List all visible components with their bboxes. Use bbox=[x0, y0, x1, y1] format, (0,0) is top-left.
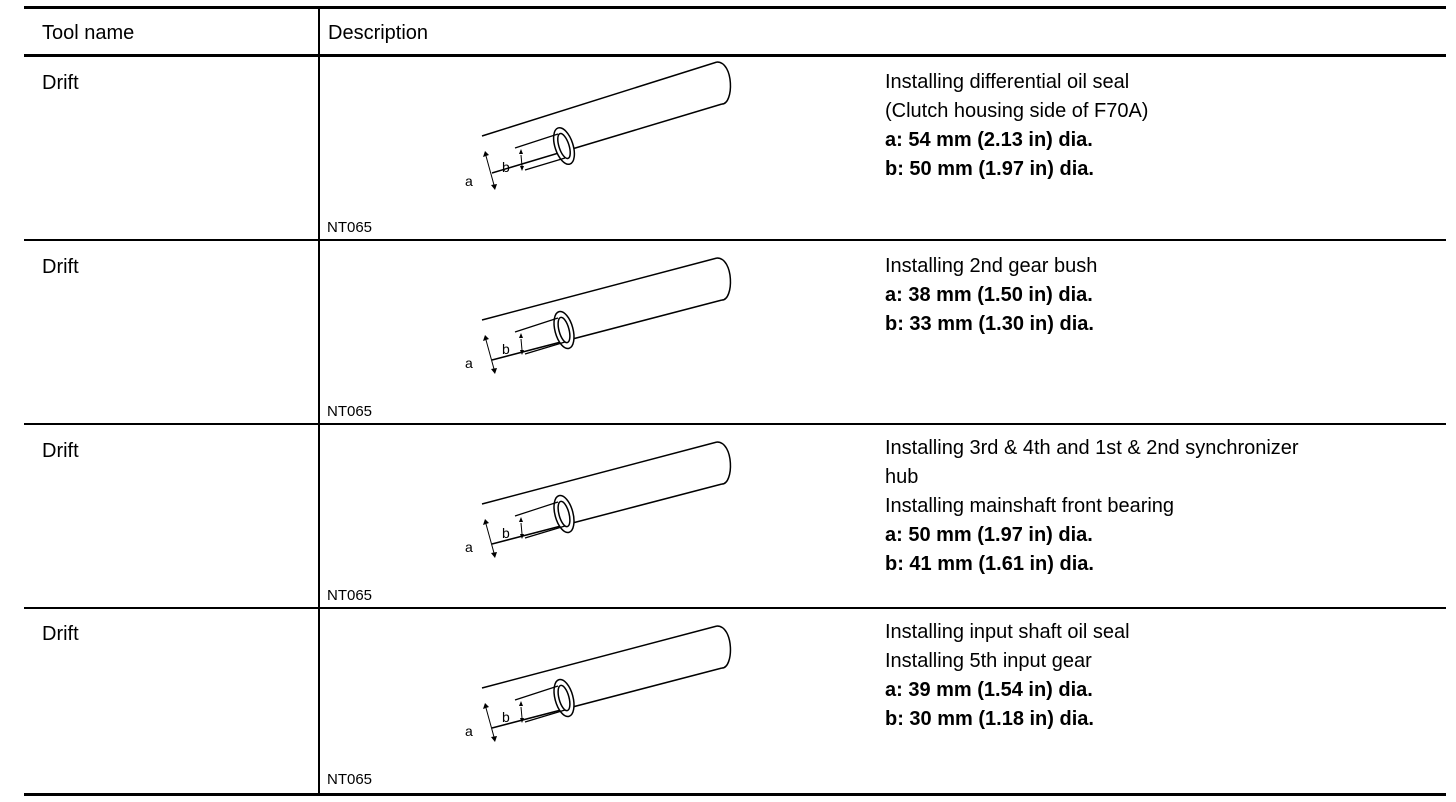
dimension-b-spec: b: 50 mm (1.97 in) dia. bbox=[885, 158, 1094, 180]
description-text bbox=[885, 252, 1425, 339]
dimension-label-a: a bbox=[465, 355, 473, 371]
header-bottom-rule bbox=[24, 54, 1446, 57]
tool-name-cell: Drift bbox=[42, 623, 79, 645]
dimension-label-a: a bbox=[465, 173, 473, 189]
dimension-a-spec: a: 54 mm (2.13 in) dia. bbox=[885, 129, 1093, 151]
description-line: Installing 3rd & 4th and 1st & 2nd synchronizer bbox=[885, 437, 1299, 459]
dimension-label-a: a bbox=[465, 723, 473, 739]
description-line: Installing 5th input gear bbox=[885, 650, 1092, 672]
description-line: Installing differential oil seal bbox=[885, 71, 1130, 93]
description-text bbox=[885, 434, 1425, 579]
dimension-label-a: a bbox=[465, 539, 473, 555]
table-bottom-rule bbox=[24, 793, 1446, 796]
dimension-a-spec: a: 38 mm (1.50 in) dia. bbox=[885, 284, 1093, 306]
dimension-label-b: b bbox=[502, 709, 510, 725]
description-text bbox=[885, 618, 1425, 734]
dimension-b-spec: b: 30 mm (1.18 in) dia. bbox=[885, 708, 1094, 730]
description-line: hub bbox=[885, 466, 919, 488]
drift-tool-illustration bbox=[440, 612, 740, 752]
description-line: Installing mainshaft front bearing bbox=[885, 495, 1175, 517]
drift-tool-illustration bbox=[440, 244, 740, 384]
column-header-tool-name: Tool name bbox=[42, 22, 135, 44]
drift-tool-illustration bbox=[440, 428, 740, 568]
description-text bbox=[885, 68, 1425, 184]
tool-name-cell: Drift bbox=[42, 440, 79, 462]
description-line: Installing input shaft oil seal bbox=[885, 621, 1130, 643]
description-line: (Clutch housing side of F70A) bbox=[885, 100, 1149, 122]
column-header-description: Description bbox=[328, 22, 429, 44]
dimension-a-spec: a: 50 mm (1.97 in) dia. bbox=[885, 524, 1093, 546]
tool-code: NT065 bbox=[327, 219, 373, 236]
dimension-label-b: b bbox=[502, 525, 510, 541]
row-divider bbox=[24, 607, 1446, 609]
dimension-b-spec: b: 41 mm (1.61 in) dia. bbox=[885, 553, 1094, 575]
column-divider bbox=[318, 8, 320, 795]
row-divider bbox=[24, 423, 1446, 425]
drift-tool-illustration bbox=[440, 60, 740, 200]
tool-code: NT065 bbox=[327, 771, 373, 788]
tool-code: NT065 bbox=[327, 403, 373, 420]
dimension-b-spec: b: 33 mm (1.30 in) dia. bbox=[885, 313, 1094, 335]
table-top-rule bbox=[24, 6, 1446, 9]
dimension-label-b: b bbox=[502, 341, 510, 357]
tool-code: NT065 bbox=[327, 587, 373, 604]
tool-name-cell: Drift bbox=[42, 72, 79, 94]
dimension-a-spec: a: 39 mm (1.54 in) dia. bbox=[885, 679, 1093, 701]
tool-name-cell: Drift bbox=[42, 256, 79, 278]
description-line: Installing 2nd gear bush bbox=[885, 255, 1098, 277]
row-divider bbox=[24, 239, 1446, 241]
dimension-label-b: b bbox=[502, 159, 510, 175]
